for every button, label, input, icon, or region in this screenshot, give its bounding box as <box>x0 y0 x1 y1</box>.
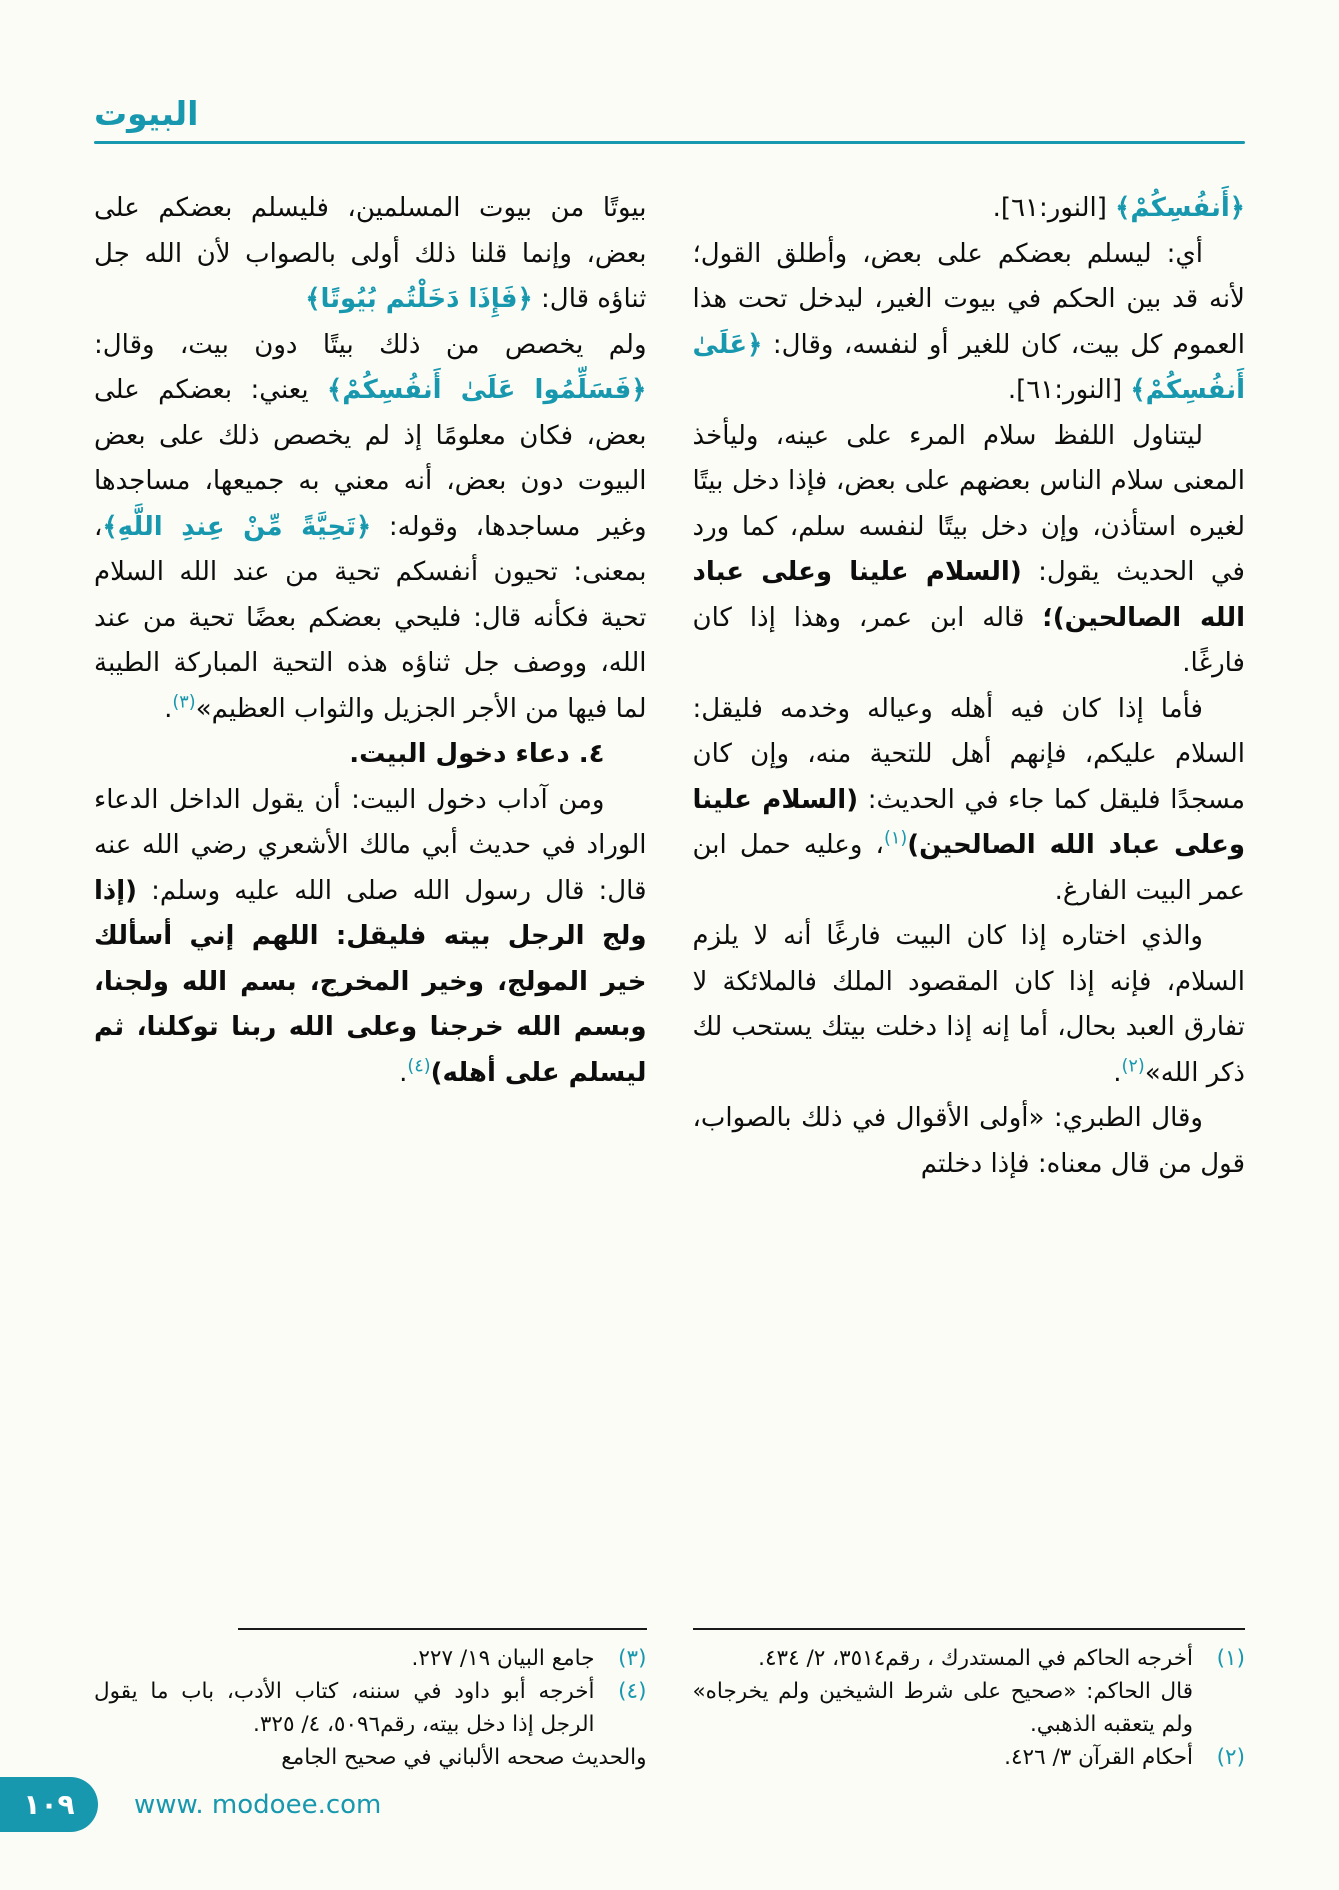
page-footer <box>0 1777 1245 1832</box>
quran-quote: ﴿عَلَىٰ أَنفُسِكُمْ﴾ <box>692 329 1245 405</box>
footnote-marker: (١) <box>1216 1646 1245 1671</box>
section-heading <box>94 732 647 778</box>
footnote-text: أحكام القرآن ٣/ ٤٢٦. <box>1004 1745 1193 1770</box>
column-right <box>693 186 1246 1774</box>
quran-quote: ﴿تَحِيَّةً مِّنْ عِندِ اللَّهِ﴾ <box>102 511 372 542</box>
footnotes-right <box>693 1628 1246 1774</box>
text-segment: أي: ليسلم بعضكم على بعض، وأطلق القول؛ لأنه قد بين الحكم في بيوت الغير، ليدخل تحت هذا العموم كل بيت، كان للغير أو لنفسه، وقال: <box>692 238 1245 360</box>
text-columns <box>94 186 1245 1774</box>
text-segment: بيوتًا من بيوت المسلمين، فليسلم بعضكم على بعض، وإنما قلنا ذلك أولى بالصواب لأن الله جل ثناؤه قال: <box>94 193 647 314</box>
text-segment: يعني: بعضكم على بعض، فكان معلومًا إذ لم يخصص ذلك على بعض البيوت دون بعض، أنه معني به جميعها، مساجدها وغير مساجدها، وقوله: <box>94 375 647 542</box>
paragraph <box>693 414 1246 687</box>
paragraph <box>693 687 1246 915</box>
text-segment: [النور:٦١]. <box>992 193 1116 223</box>
page-number-badge <box>0 1777 98 1832</box>
text-segment: . <box>1113 1057 1122 1088</box>
footnote <box>94 1741 647 1774</box>
footnote-text: أخرجه أبو داود في سننه، كتاب الأدب، باب ما يقول الرجل إذا دخل بيته، رقم٥٠٩٦، ٤/ ٣٢٥. <box>94 1679 595 1737</box>
paragraph <box>693 186 1246 232</box>
paragraph <box>94 778 647 1097</box>
paragraph <box>94 323 647 733</box>
footnote-marker: (٢) <box>1216 1745 1245 1770</box>
text-segment: . <box>164 693 173 724</box>
quran-quote: ﴿فَإِذَا دَخَلْتُم بُيُوتًا﴾ <box>305 284 533 314</box>
text-segment: ، وعليه حمل ابن عمر البيت الفارغ. <box>692 830 1245 906</box>
bold-text: ٤. دعاء دخول البيت. <box>349 739 605 769</box>
text-segment: [النور:٦١]. <box>1007 375 1131 405</box>
footnote <box>693 1741 1246 1774</box>
bold-text: (إذا ولج الرجل بيته فليقل: اللهم إني أسألك خير المولج، وخير المخرج، بسم الله ولجنا، وبسم الله خرجنا وعلى الله ربنا توكلنا، ثم ليسلم على أهله) <box>94 875 647 1088</box>
footnote <box>94 1675 647 1741</box>
footnote-ref: (٣) <box>172 691 196 712</box>
paragraph <box>693 1096 1246 1187</box>
text-segment: وقال الطبري: «أولى الأقوال في ذلك بالصواب، قول من قال معناه: فإذا دخلتم <box>692 1103 1245 1179</box>
bold-text: (السلام علينا وعلى عباد الله الصالحين)؛ <box>692 557 1245 633</box>
footnote-marker: (٣) <box>618 1646 647 1671</box>
header-divider <box>94 141 1245 144</box>
quran-quote: ﴿فَسَلِّمُوا عَلَىٰ أَنفُسِكُمْ﴾ <box>326 375 647 405</box>
text-segment: ولم يخصص من ذلك بيتًا دون بيت، وقال: <box>94 329 647 360</box>
website-text: www. modoee.com <box>134 1789 382 1820</box>
footnote-ref: (٢) <box>1121 1055 1145 1076</box>
footnotes-left-list <box>94 1642 647 1774</box>
footnote <box>94 1642 647 1675</box>
column-right-body <box>693 186 1246 1187</box>
footnotes-left <box>94 1628 647 1774</box>
paragraph <box>693 914 1246 1096</box>
text-segment: . <box>399 1057 408 1088</box>
footnotes-right-list <box>693 1642 1246 1774</box>
page-number: ١٠٩ <box>23 1788 75 1821</box>
footnote <box>693 1642 1246 1675</box>
quran-quote: ﴿أَنفُسِكُمْ﴾ <box>1115 193 1245 223</box>
text-segment: والذي اختاره إذا كان البيت فارغًا أنه لا يلزم السلام، فإنه إذا كان المقصود الملك فالملائكة لا تفارق العبد بحال، أما إنه إذا دخلت بيتك يستحب لك ذكر الله» <box>692 921 1245 1088</box>
text-segment: فأما إذا كان فيه أهله وعياله وخدمه فليقل: السلام عليكم، فإنهم أهل للتحية منه، وإن كان مسجدًا فليقل كما جاء في الحديث: <box>692 693 1245 815</box>
column-left-body <box>94 186 647 1096</box>
paragraph <box>94 186 647 323</box>
footnote-text: أخرجه الحاكم في المستدرك ، رقم٣٥١٤، ٢/ ٤٣٤. <box>758 1646 1193 1671</box>
footnote-marker: (٤) <box>618 1679 647 1704</box>
footnote-text: قال الحاكم: «صحيح على شرط الشيخين ولم يخرجاه» ولم يتعقبه الذهبي. <box>692 1679 1193 1737</box>
footnote-divider <box>693 1628 1246 1630</box>
chapter-title: البيوت <box>94 94 199 133</box>
paragraph <box>693 232 1246 414</box>
text-segment: ، بمعنى: تحيون أنفسكم تحية من عند الله السلام تحية فكأنه قال: فليحي بعضكم بعضًا تحية من عند الله، ووصف جل ثناؤه هذه التحية المباركة الطيبة لما فيها من الأجر الجزيل والثواب العظيم» <box>94 511 647 724</box>
footnote-ref: (٤) <box>407 1055 431 1076</box>
footnote <box>693 1675 1246 1741</box>
text-segment: قاله ابن عمر، وهذا إذا كان فارغًا. <box>692 602 1245 678</box>
page-header <box>94 96 1245 144</box>
footnote-divider <box>238 1628 647 1630</box>
footnote-text: والحديث صححه الألباني في صحيح الجامع <box>281 1745 647 1770</box>
text-segment: ليتناول اللفظ سلام المرء على عينه، وليأخذ المعنى سلام الناس بعضهم على بعض، فإذا دخل بيتًا لغيره استأذن، وإن دخل بيتًا لنفسه سلم، كما ورد في الحديث يقول: <box>692 420 1245 587</box>
footnote-ref: (١) <box>883 828 908 849</box>
text-segment: ومن آداب دخول البيت: أن يقول الداخل الدعاء الوراد في حديث أبي مالك الأشعري رضي الله عنه قال: قال رسول الله صلى الله عليه وسلم: <box>94 784 647 906</box>
column-left <box>94 186 647 1774</box>
bold-text: (السلام علينا وعلى عباد الله الصالحين) <box>692 784 1245 860</box>
footnote-text: جامع البيان ١٩/ ٢٢٧. <box>411 1646 595 1671</box>
